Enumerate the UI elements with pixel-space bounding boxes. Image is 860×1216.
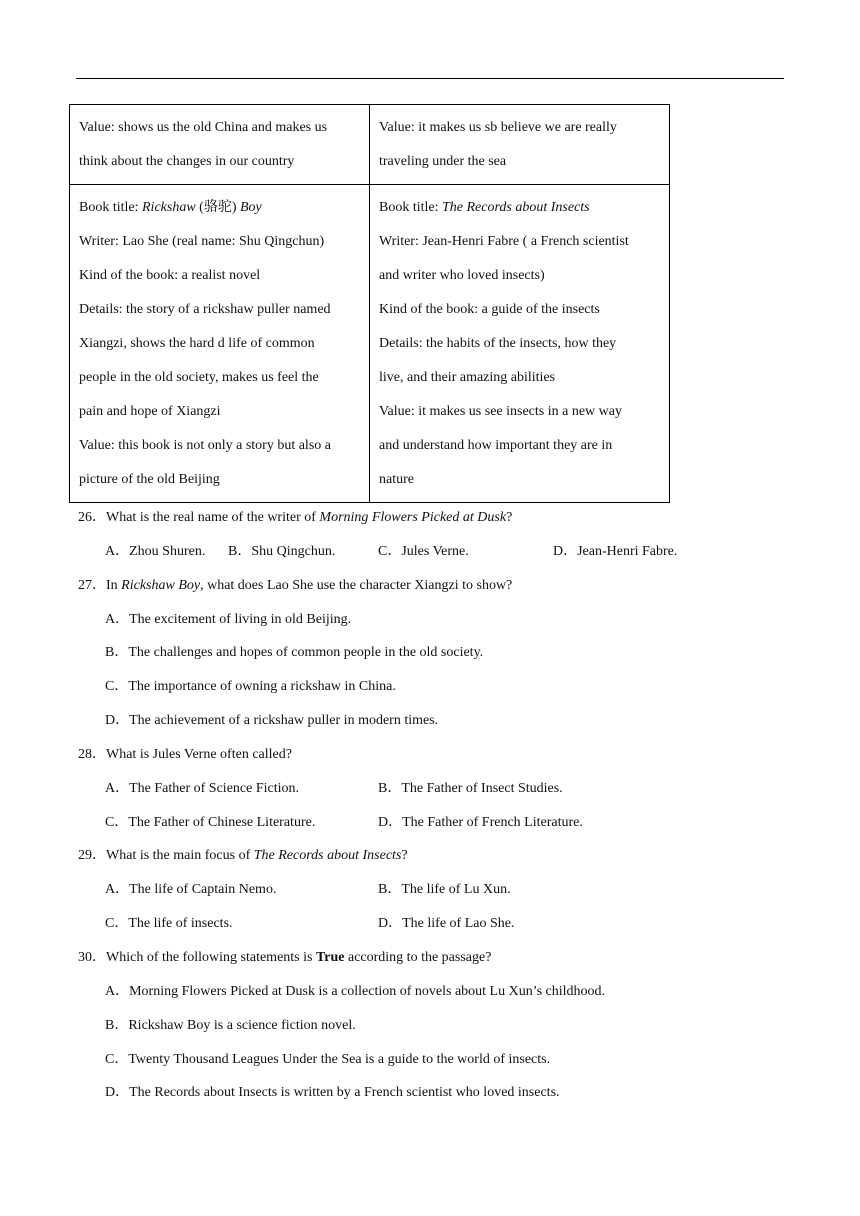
table-cell-records-about-insects	[370, 185, 670, 503]
question-book-title: The Records about Insects	[253, 848, 402, 864]
options-row	[78, 535, 818, 569]
option-a[interactable]: A．Morning Flowers Picked at Dusk is a collection of novels about Lu Xun’s childhood.	[105, 983, 606, 999]
question-number: 29．	[78, 848, 106, 864]
question-book-title: Morning Flowers Picked at Dusk	[319, 510, 507, 525]
question-number: 30．	[78, 949, 106, 965]
cell-line: people in the old society, makes us feel the	[79, 370, 319, 385]
question-text-end: ?	[506, 510, 513, 525]
option-a[interactable]: A．Zhou Shuren.	[105, 543, 206, 559]
option-d[interactable]: D．The Records about Insects is written by a French scientist who loved insects.	[105, 1085, 560, 1101]
question-text: In	[106, 577, 122, 593]
cell-line: think about the changes in our country	[79, 154, 295, 169]
cell-line: Details: the habits of the insects, how they	[379, 336, 617, 351]
table-row	[70, 185, 670, 503]
question-number: 28．	[78, 746, 106, 762]
option-c[interactable]: C．The life of insects.	[105, 916, 233, 932]
cell-line: and understand how important they are in	[379, 438, 613, 453]
question-text: What is the real name of the writer of	[106, 510, 320, 525]
book-info-table	[69, 104, 670, 503]
option-a[interactable]: A．The life of Captain Nemo.	[105, 882, 277, 898]
options-row	[78, 806, 818, 840]
cell-line: Writer: Lao She (real name: Shu Qingchun)	[79, 234, 325, 249]
book-title-part: Rickshaw	[142, 200, 196, 215]
question-28	[78, 738, 818, 772]
question-emphasis: True	[315, 949, 345, 965]
question-29	[78, 839, 818, 873]
table-cell-morning-flowers-value	[70, 105, 370, 185]
cell-line: nature	[379, 472, 414, 487]
cell-line: Writer: Jean-Henri Fabre ( a French scientist	[379, 234, 629, 249]
cell-line: picture of the old Beijing	[79, 472, 220, 487]
option-b[interactable]: B．The life of Lu Xun.	[378, 882, 511, 898]
book-title-label: Book title:	[79, 200, 142, 215]
cell-line: Details: the story of a rickshaw puller named	[79, 302, 331, 317]
options-row	[78, 772, 818, 806]
question-text-end: ?	[401, 848, 408, 864]
book-title-part: Boy	[239, 200, 262, 215]
question-text: What is Jules Verne often called?	[106, 746, 292, 762]
options-row	[78, 907, 818, 941]
question-book-title: Rickshaw Boy	[121, 577, 201, 593]
option-c[interactable]: C．Jules Verne.	[378, 543, 469, 559]
question-number: 27．	[78, 577, 106, 593]
question-text: Which of the following statements is	[106, 949, 316, 965]
option-d[interactable]: D．The achievement of a rickshaw puller in modern times.	[105, 713, 439, 729]
question-27	[78, 569, 818, 603]
option-d[interactable]: D．The Father of French Literature.	[378, 814, 583, 830]
cell-line: Value: it makes us sb believe we are really	[379, 120, 617, 135]
option-d[interactable]: D．Jean-Henri Fabre.	[553, 543, 678, 559]
option-b[interactable]: B．Shu Qingchun.	[228, 543, 336, 559]
book-title-line	[79, 191, 360, 225]
book-title-part: The Records about Insects	[442, 200, 590, 215]
cell-line: live, and their amazing abilities	[379, 370, 556, 385]
cell-line: Kind of the book: a guide of the insects	[379, 302, 600, 317]
option-b[interactable]: B．The challenges and hopes of common people in the old society.	[105, 645, 484, 661]
option-b[interactable]: B．The Father of Insect Studies.	[378, 780, 563, 796]
question-26	[78, 501, 818, 535]
cell-line: traveling under the sea	[379, 154, 507, 169]
question-number: 26．	[78, 510, 106, 525]
questions-section	[78, 501, 818, 1110]
table-row	[70, 105, 670, 185]
cell-line: Value: it makes us see insects in a new way	[379, 404, 622, 419]
options-row	[78, 873, 818, 907]
header-rule	[76, 78, 784, 79]
question-text: What is the main focus of	[106, 848, 254, 864]
option-c[interactable]: C．Twenty Thousand Leagues Under the Sea is a guide to the world of insects.	[105, 1051, 551, 1067]
cell-line: Xiangzi, shows the hard d life of common	[79, 336, 315, 351]
cell-line: Kind of the book: a realist novel	[79, 268, 261, 283]
table-cell-rickshaw-boy	[70, 185, 370, 503]
option-c[interactable]: C．The Father of Chinese Literature.	[105, 814, 316, 830]
cell-line: pain and hope of Xiangzi	[79, 404, 221, 419]
option-a[interactable]: A．The excitement of living in old Beijing.	[105, 611, 352, 627]
table-cell-twenty-thousand-leagues-value	[370, 105, 670, 185]
option-a[interactable]: A．The Father of Science Fiction.	[105, 780, 300, 796]
book-title-label: Book title:	[379, 200, 442, 215]
question-text-end: according to the passage?	[344, 949, 492, 965]
cell-line: and writer who loved insects)	[379, 268, 545, 283]
option-c[interactable]: C．The importance of owning a rickshaw in China.	[105, 679, 396, 695]
book-title-line	[379, 191, 660, 225]
cell-line: Value: shows us the old China and makes us	[79, 120, 328, 135]
option-d[interactable]: D．The life of Lao She.	[378, 916, 515, 932]
cell-line: Value: this book is not only a story but also a	[79, 438, 331, 453]
question-text-end: , what does Lao She use the character Xiangzi to show?	[200, 577, 513, 593]
option-b[interactable]: B．Rickshaw Boy is a science fiction novel.	[105, 1017, 356, 1033]
question-30	[78, 941, 818, 975]
book-title-chinese: (骆驼)	[195, 200, 240, 215]
